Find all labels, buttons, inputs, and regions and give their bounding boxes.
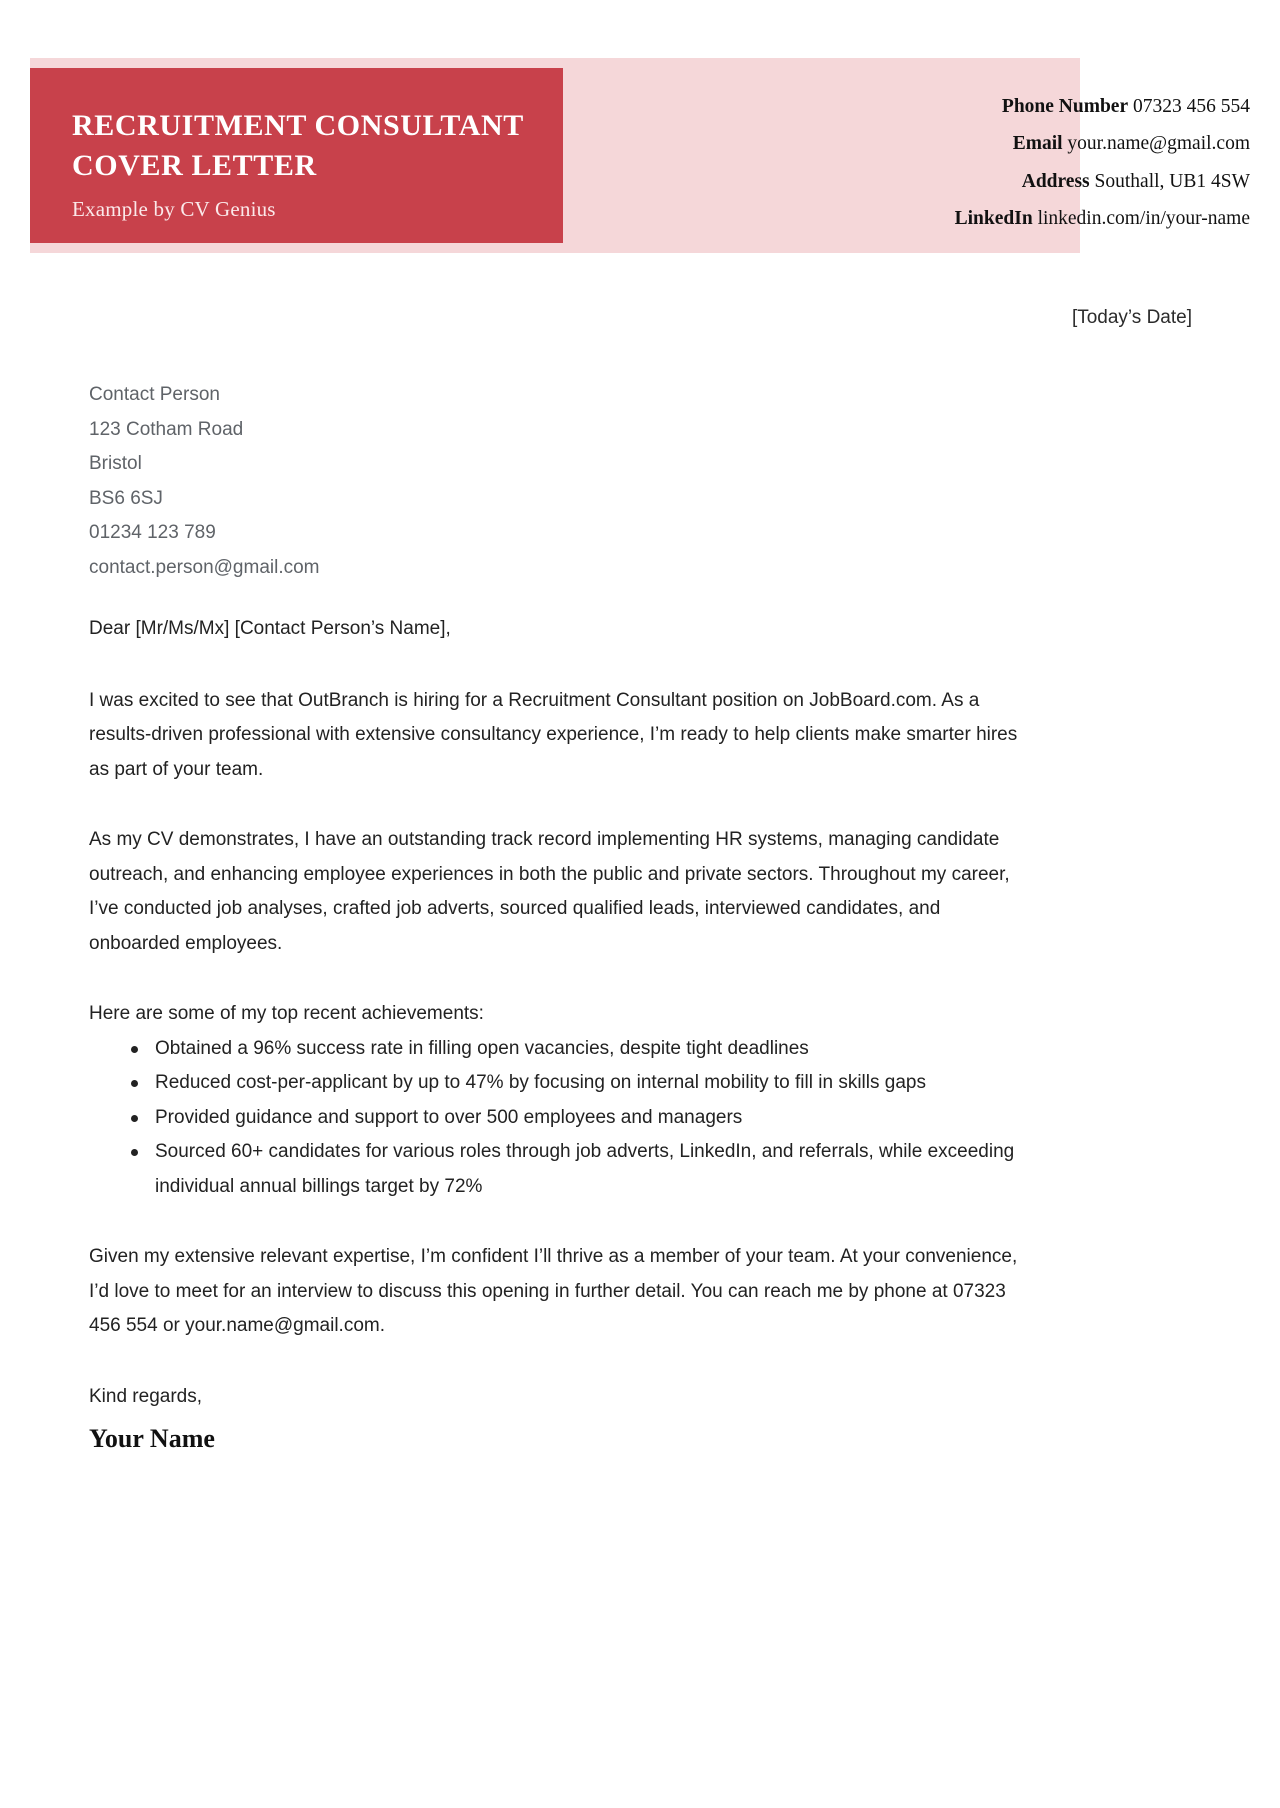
contact-row-email <box>730 125 1250 162</box>
contact-row-address <box>730 163 1250 200</box>
achievement-item <box>131 1066 1019 1101</box>
letter-paragraph-1: I was excited to see that OutBranch is hiring for a Recruitment Consultant position on JobBoard.com. As a results-driven professional with extensive consultancy experience, I’m ready to help clients make smarter hires as part of your team. <box>89 689 1018 780</box>
contact-label-email: Email <box>1012 133 1063 155</box>
contact-value-address: Southall, UB1 4SW <box>1094 170 1250 192</box>
recipient-line-street: 123 Cotham Road <box>89 418 244 440</box>
cover-letter-title-line-1: RECRUITMENT CONSULTANT <box>72 109 524 142</box>
achievement-text: Provided guidance and support to over 500 employees and managers <box>155 1106 743 1128</box>
letter-body <box>89 612 1019 1414</box>
letter-paragraph-2: As my CV demonstrates, I have an outstanding track record implementing HR systems, managing candidate outreach, and enhancing employee experiences in both the public and private sectors. Throughout my career, I’ve conducted job analyses, crafted job adverts, sourced qualified leads, interviewed candidates, and onboarded employees. <box>89 829 1010 954</box>
recipient-line-name: Contact Person <box>89 384 220 405</box>
signature-name: Your Name <box>89 1424 215 1453</box>
achievements-list <box>89 1032 1019 1205</box>
recipient-address-block <box>89 378 320 585</box>
contact-value-linkedin: linkedin.com/in/your-name <box>1037 208 1250 230</box>
achievement-item <box>131 1032 1019 1067</box>
header-title-block <box>30 68 563 243</box>
achievement-text: Obtained a 96% success rate in filling open vacancies, despite tight deadlines <box>155 1037 809 1059</box>
contact-value-email: your.name@gmail.com <box>1067 133 1250 155</box>
achievement-text: Sourced 60+ candidates for various roles through job adverts, LinkedIn, and referrals, while exceeding individual annual billings target by 72% <box>155 1141 1015 1197</box>
contact-label-linkedin: LinkedIn <box>954 208 1033 230</box>
bullet-icon <box>131 1149 138 1156</box>
contact-label-phone: Phone Number <box>1001 96 1129 117</box>
bullet-icon <box>131 1080 138 1087</box>
letter-date: [Today’s Date] <box>1071 307 1192 328</box>
achievement-item <box>131 1135 1019 1204</box>
recipient-line-city: Bristol <box>89 453 142 474</box>
cover-letter-subtitle: Example by CV Genius <box>72 197 276 222</box>
recipient-line-postcode: BS6 6SJ <box>89 487 163 509</box>
recipient-line-phone: 01234 123 789 <box>89 522 216 543</box>
achievement-text: Reduced cost-per-applicant by up to 47% by focusing on internal mobility to fill in skills gaps <box>155 1072 926 1093</box>
letter-closing: Kind regards, <box>89 1385 203 1407</box>
letter-paragraph-3: Given my extensive relevant expertise, I’m confident I’ll thrive as a member of your team. At your convenience, I’d love to meet for an interview to discuss this opening in further detail. You can reach me by phone at 07323 456 554 or your.name@gmail.com. <box>89 1246 1018 1336</box>
bullet-icon <box>131 1046 138 1053</box>
contact-details <box>730 88 1250 238</box>
contact-row-phone <box>730 88 1250 125</box>
achievements-intro: Here are some of my top recent achievements: <box>89 1003 484 1024</box>
contact-value-phone: 07323 456 554 <box>1133 96 1250 117</box>
bullet-icon <box>131 1115 138 1122</box>
contact-row-linkedin <box>730 200 1250 237</box>
letter-salutation: Dear [Mr/Ms/Mx] [Contact Person’s Name], <box>89 618 451 639</box>
cover-letter-title-line-2: COVER LETTER <box>72 148 317 182</box>
recipient-line-email: contact.person@gmail.com <box>89 556 320 578</box>
achievement-item <box>131 1101 1019 1136</box>
contact-label-address: Address <box>1021 170 1090 192</box>
